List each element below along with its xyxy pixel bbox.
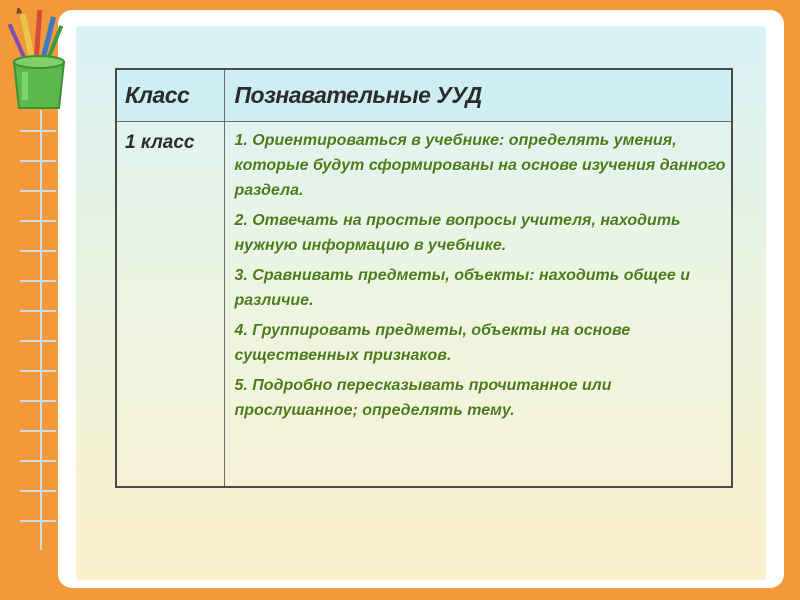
skills-cell [224,121,732,487]
rail-tick [20,430,56,432]
rail-tick [20,310,56,312]
table-row [116,121,732,487]
rail-tick [20,340,56,342]
list-item: 5. Подробно пересказывать прочитанное или прослушанное; определять тему. [234,376,612,419]
pencil-yellow-tip [15,8,23,14]
rail-tick [20,190,56,192]
grade-label: 1 класс [125,131,195,153]
skills-list [225,122,732,423]
rail-tick [20,220,56,222]
rail-tick [20,460,56,462]
list-item: 4. Группировать предметы, объекты на основе существенных признаков. [234,321,631,364]
rail-tick [20,160,56,162]
pencil-cup-icon [4,8,74,112]
rail-tick [20,400,56,402]
cup-rim [14,56,64,68]
table-header-row [116,69,732,121]
rail-tick [20,250,56,252]
list-item: 1. Ориентироваться в учебнике: определять умения, которые будут сформированы на основе изучения данного раздела. [234,131,726,199]
list-item: 2. Отвечать на простые вопросы учителя, находить нужную информацию в учебнике. [234,211,681,254]
rail-tick [20,490,56,492]
grade-cell [116,121,224,487]
rail-tick [20,280,56,282]
header-uud: Познавательные УУД [224,69,732,121]
rail-line [40,110,42,550]
rail-tick [20,520,56,522]
rail-tick [20,370,56,372]
list-item: 3. Сравнивать предметы, объекты: находить общее и различие. [234,266,690,309]
rail-tick [20,130,56,132]
header-class: Класс [116,69,224,121]
cup-highlight [22,72,28,100]
uud-table [115,68,733,488]
